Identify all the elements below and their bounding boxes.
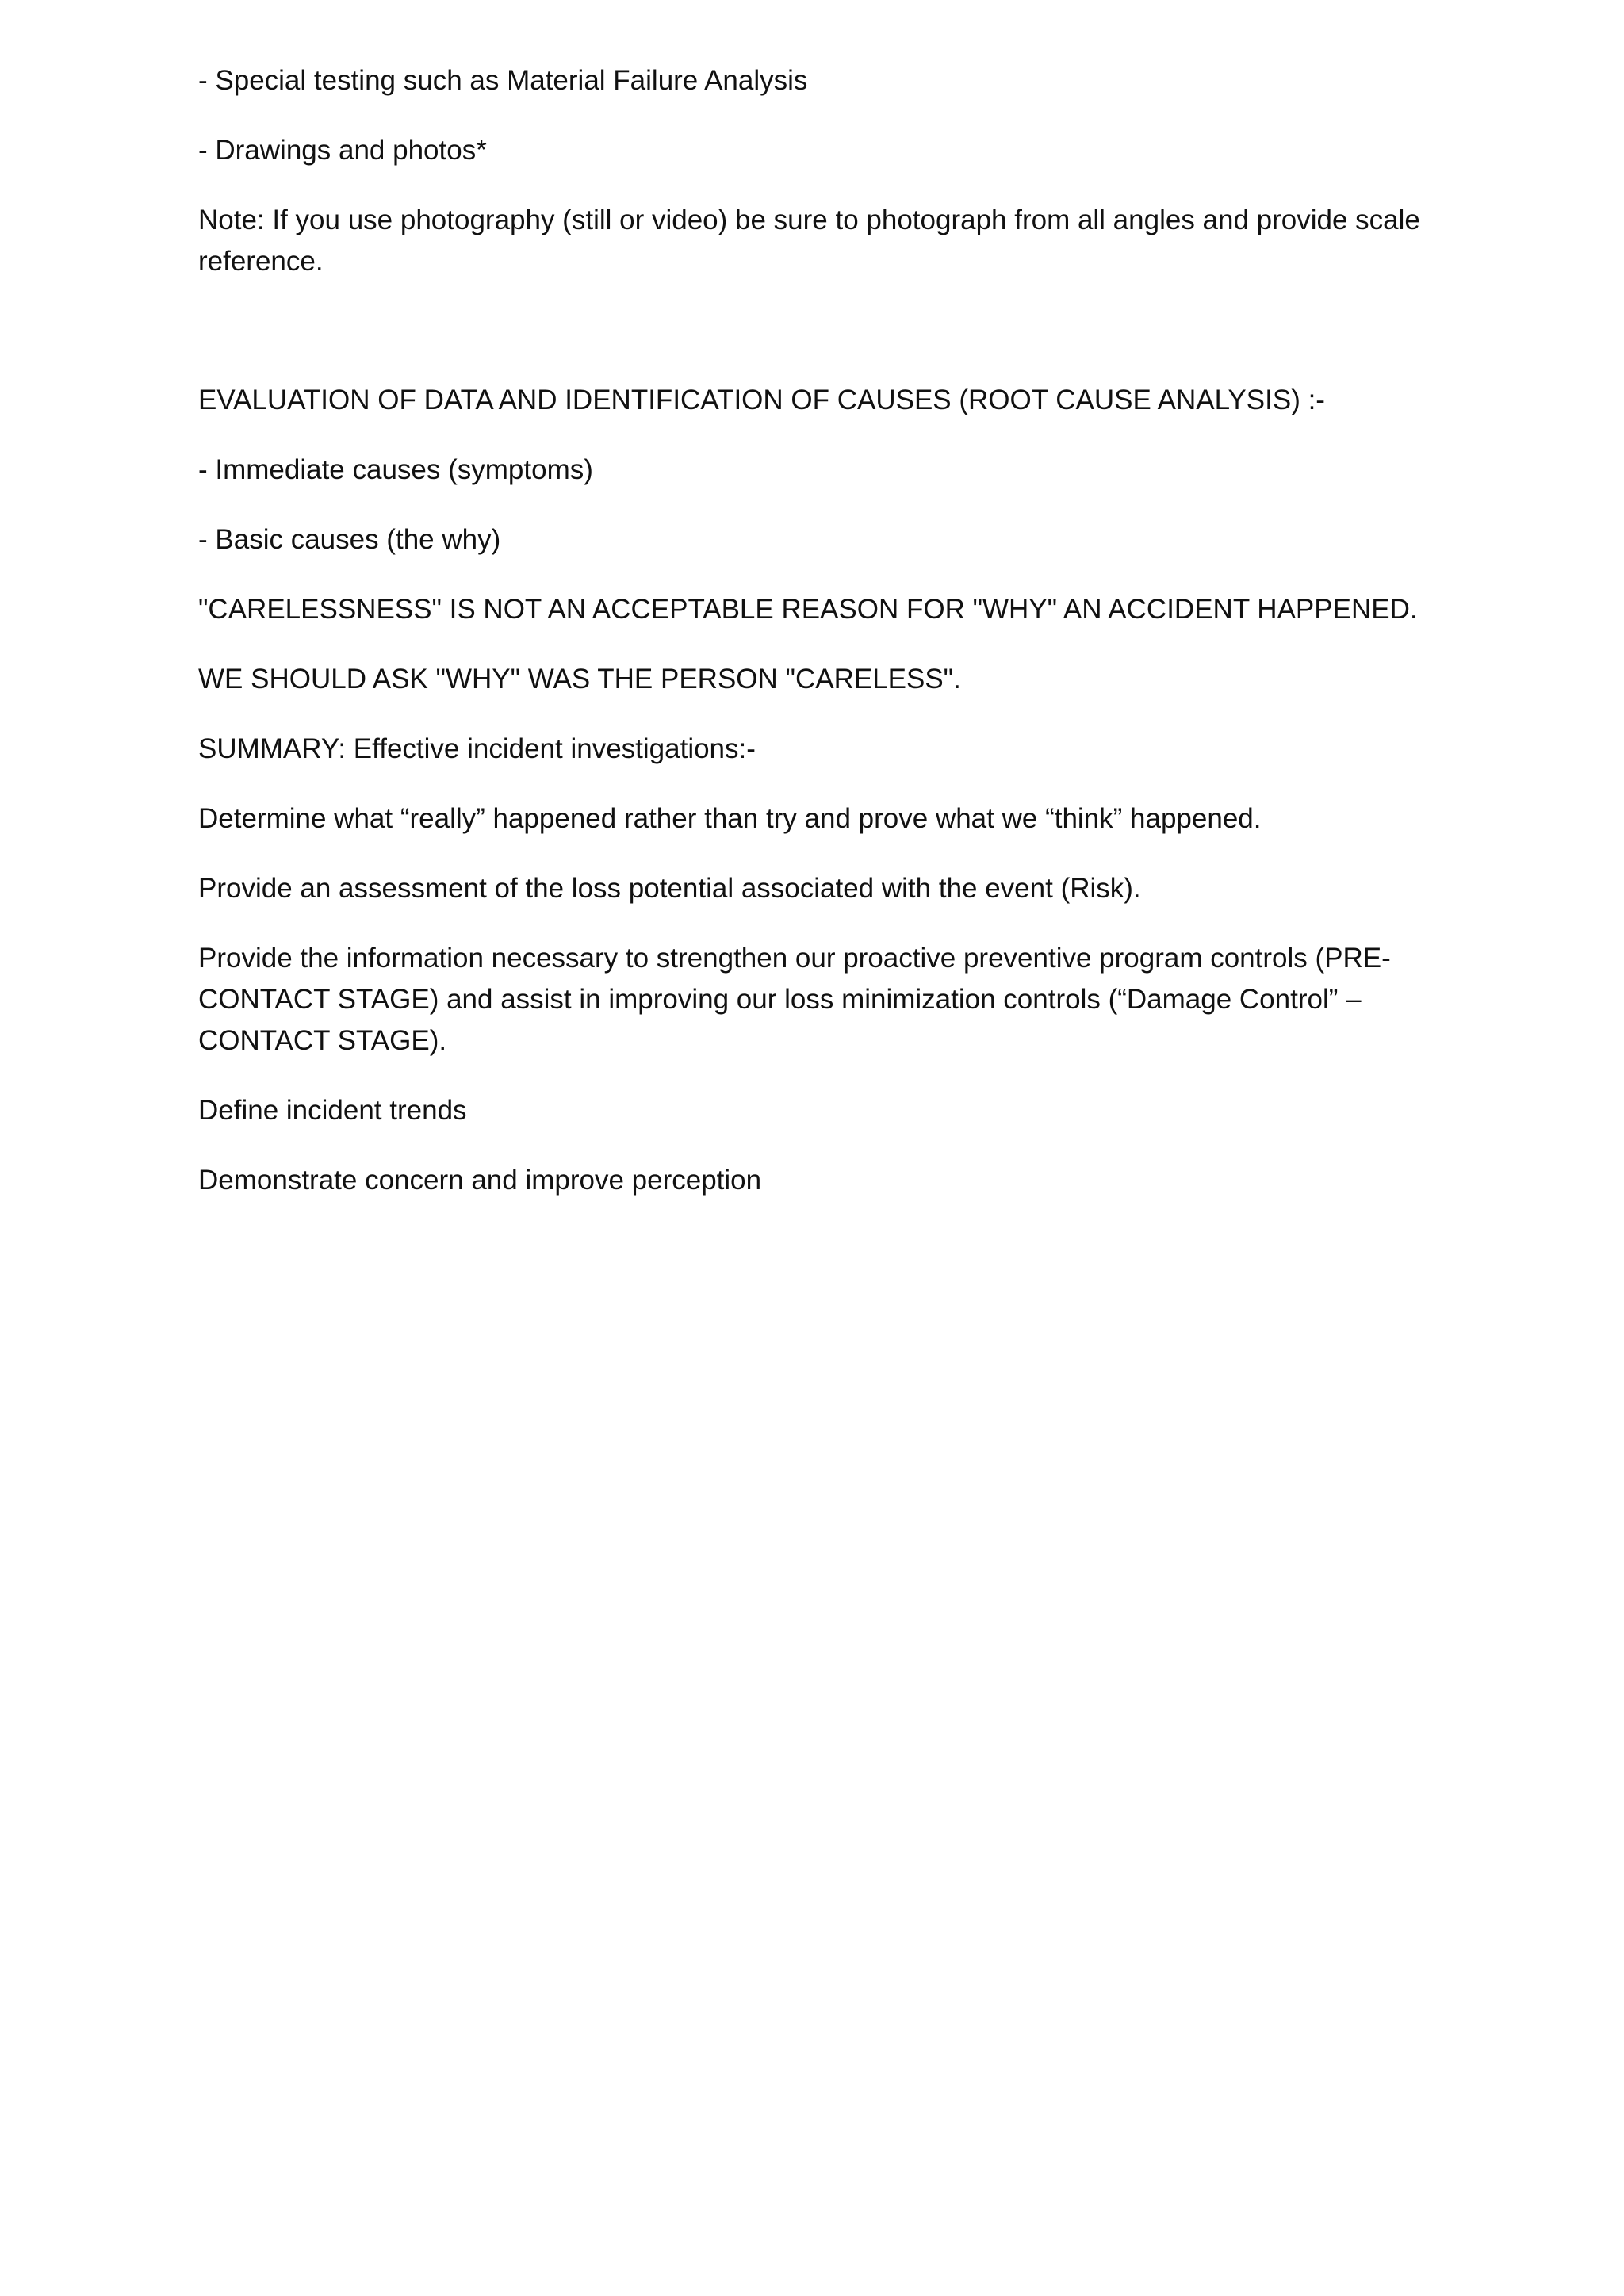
immediate-causes-item: - Immediate causes (symptoms) [198, 454, 593, 485]
carelessness-statement: "CARELESSNESS" IS NOT AN ACCEPTABLE REASON FOR "WHY" AN ACCIDENT HAPPENED. [198, 594, 1418, 625]
trends-statement: Define incident trends [198, 1095, 467, 1126]
document-body [198, 60, 1435, 1230]
evaluation-heading: EVALUATION OF DATA AND IDENTIFICATION OF CAUSES (ROOT CAUSE ANALYSIS) :- [198, 385, 1325, 415]
assessment-statement: Provide an assessment of the loss potential associated with the event (Risk). [198, 873, 1141, 904]
basic-causes-item: - Basic causes (the why) [198, 524, 501, 555]
special-testing-item: - Special testing such as Material Failure Analysis [198, 65, 808, 96]
section-spacer [198, 311, 1435, 380]
drawings-photos-item: - Drawings and photos* [198, 135, 487, 166]
photography-note: Note: If you use photography (still or video) be sure to photograph from all angles and provide scale reference. [198, 205, 1420, 277]
summary-heading: SUMMARY: Effective incident investigations:- [198, 733, 756, 764]
ask-why-statement: WE SHOULD ASK "WHY" WAS THE PERSON "CARELESS". [198, 664, 961, 695]
concern-statement: Demonstrate concern and improve perception [198, 1165, 762, 1196]
information-statement: Provide the information necessary to strengthen our proactive preventive program controls (PRE-CONTACT STAGE) and assist in improving our loss minimization controls (“Damage Control” – CONTACT STAGE). [198, 943, 1391, 1056]
determine-statement: Determine what “really” happened rather than try and prove what we “think” happened. [198, 803, 1262, 834]
